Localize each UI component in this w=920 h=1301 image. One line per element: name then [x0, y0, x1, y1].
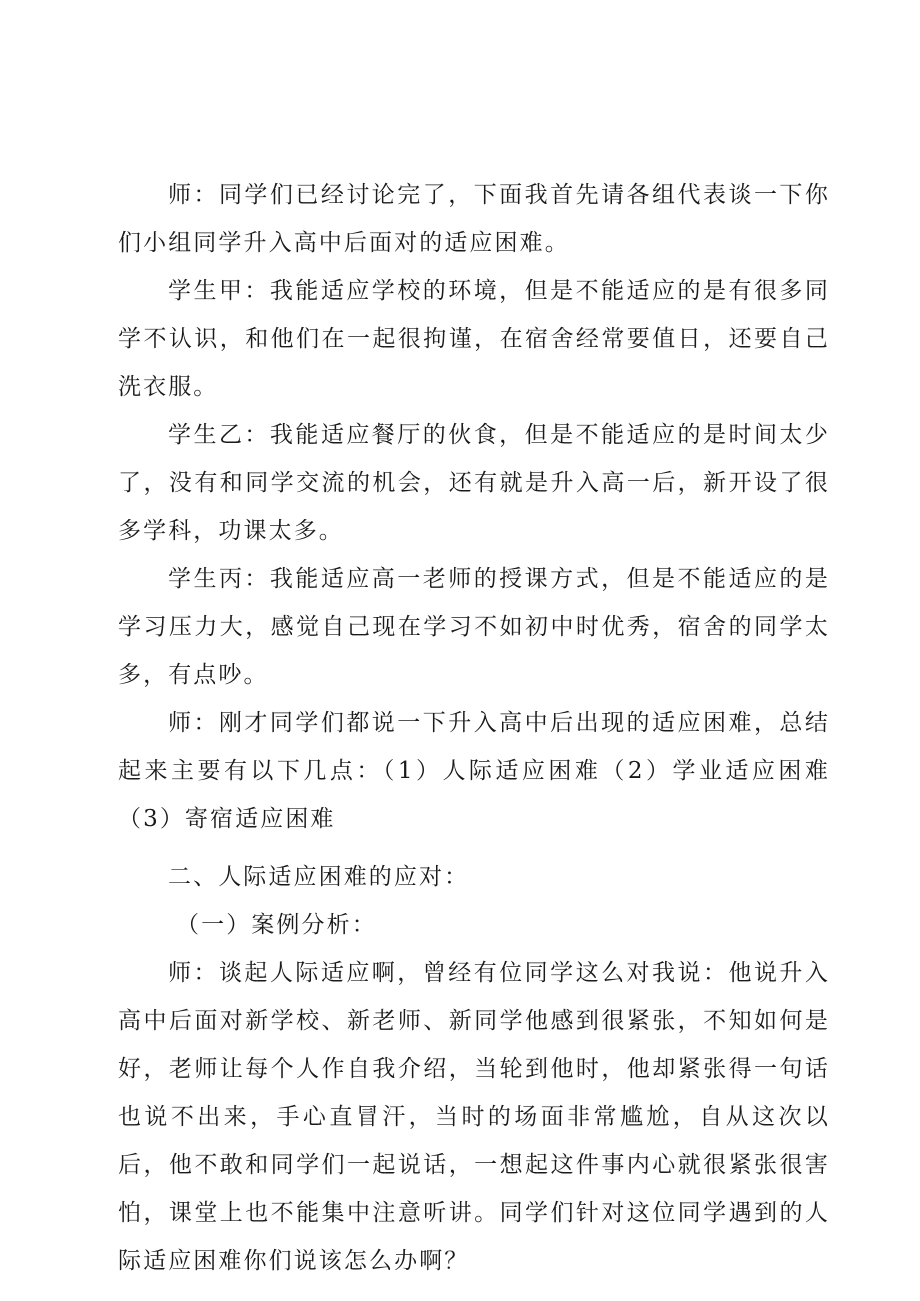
- document-page: [118, 171, 830, 1285]
- paragraph-teacher-intro: 师：同学们已经讨论完了，下面我首先请各组代表谈一下你们小组同学升入高中后面对的适应困难。: [118, 182, 830, 256]
- paragraph-student-c: 学生丙：我能适应高一老师的授课方式，但是不能适应的是学习压力大，感觉自己现在学习不如初中时优秀，宿舍的同学太多，有点吵。: [118, 566, 830, 688]
- paragraph-teacher-summary: 师：刚才同学们都说一下升入高中后出现的适应困难，总结起来主要有以下几点：（1）人际适应困难（2）学业适应困难（3）寄宿适应困难: [118, 710, 830, 832]
- section-heading: 二、人际适应困难的应对：: [168, 864, 470, 890]
- paragraph-student-a: 学生甲：我能适应学校的环境，但是不能适应的是有很多同学不认识，和他们在一起很拘谨，在宿舍经常要值日，还要自己洗衣服。: [118, 278, 830, 400]
- paragraph-student-b: 学生乙：我能适应餐厅的伙食，但是不能适应的是时间太少了，没有和同学交流的机会，还有就是升入高一后，新开设了很多学科，功课太多。: [118, 422, 830, 544]
- paragraph-case-analysis: 师：谈起人际适应啊，曾经有位同学这么对我说：他说升入高中后面对新学校、新老师、新同学他感到很紧张，不知如何是好，老师让每个人作自我介绍，当轮到他时，他却紧张得一句话也说不出来，手心直冒汗，当时的场面非常尴尬，自从这次以后，他不敢和同学们一起说话，一想起这件事内心就很紧张很害怕，课堂上也不能集中注意听讲。同学们针对这位同学遇到的人际适应困难你们说该怎么办啊？: [118, 960, 830, 1274]
- subsection-heading: （一）案例分析：: [176, 912, 377, 938]
